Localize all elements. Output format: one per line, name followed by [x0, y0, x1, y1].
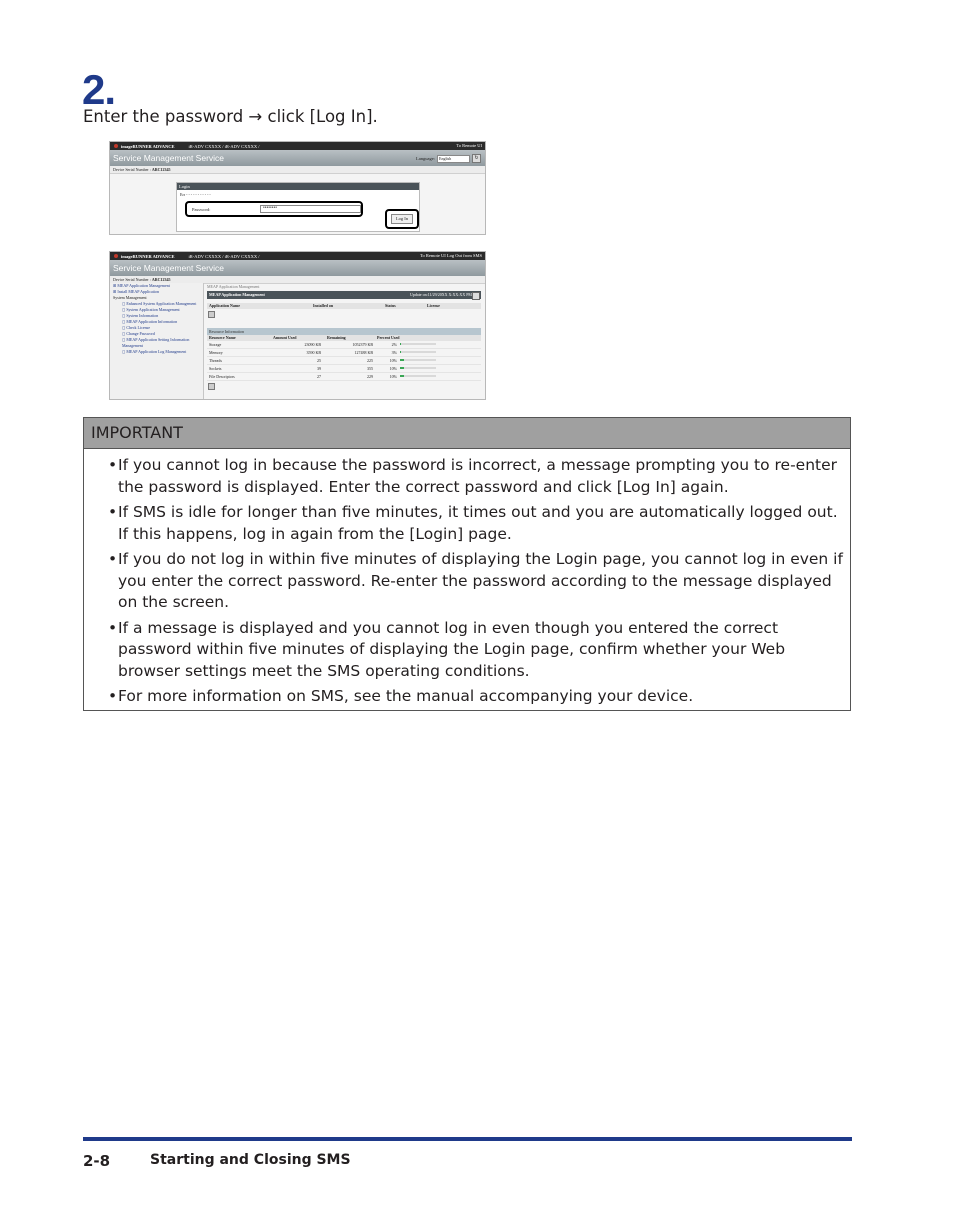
- resource-percent: 2%: [391, 342, 397, 347]
- col-percent: Percent Used: [377, 335, 400, 340]
- model-name: iR-ADV CXXXX / iR-ADV CXXXX /: [188, 143, 260, 149]
- resource-amount: 39: [317, 366, 321, 371]
- usage-bar-fill: [400, 367, 404, 369]
- serial-label: Device Serial Number :: [113, 277, 151, 282]
- chapter-title: Starting and Closing SMS: [150, 1152, 351, 1168]
- important-title: IMPORTANT: [84, 418, 850, 449]
- sidebar-item[interactable]: ◻ Enhanced System Application Management: [122, 301, 197, 306]
- management-screenshot: [109, 251, 486, 400]
- table-row: [207, 341, 481, 349]
- resource-name: Storage: [209, 342, 222, 347]
- resource-amount: 27: [317, 374, 321, 379]
- usage-bar: [400, 343, 436, 345]
- resource-percent: 3%: [391, 350, 397, 355]
- logout-links[interactable]: To Remote UI Log Out from SMS: [420, 253, 482, 258]
- resource-remaining: 225: [367, 358, 373, 363]
- sidebar-item-install[interactable]: ⊞ Install MEAP Application: [113, 289, 159, 294]
- resource-amount: 3590 KB: [306, 350, 321, 355]
- page-number: 2-8: [83, 1152, 111, 1170]
- language-selector: [416, 154, 481, 163]
- canon-logo-icon: [114, 254, 118, 258]
- app-table-header: [207, 303, 481, 309]
- item-text: If a message is displayed and you cannot log in even though you entered the correct password within five minutes of displaying the Login page, confirm whether your Web browser settings meet the SMS operating conditions.: [118, 618, 786, 680]
- login-message: Err - - - - - - - - - - -: [180, 192, 211, 197]
- col-status: Status: [385, 303, 396, 308]
- canon-logo-icon: [114, 144, 118, 148]
- refresh-icon[interactable]: ↻: [472, 154, 481, 163]
- login-button-highlight: [385, 209, 419, 229]
- resource-remaining: 1052379 KB: [352, 342, 373, 347]
- table-row: [207, 373, 481, 381]
- bullet-icon: •: [108, 618, 118, 637]
- important-box: [83, 417, 851, 711]
- sidebar-item[interactable]: ◻ System Application Management: [122, 307, 180, 312]
- sidebar-item[interactable]: ◻ MEAP Application Log Management: [122, 349, 187, 354]
- refresh-icon[interactable]: [472, 292, 480, 300]
- resource-remaining: 127488 KB: [354, 350, 373, 355]
- col-installed: Installed on: [313, 303, 334, 308]
- language-select[interactable]: English: [437, 155, 470, 163]
- password-input[interactable]: ••••••••: [260, 205, 361, 213]
- top-bar: [110, 252, 485, 260]
- list-item: [108, 455, 844, 498]
- usage-bar-fill: [400, 375, 404, 377]
- password-highlight: [185, 201, 363, 217]
- resource-percent: 10%: [389, 366, 397, 371]
- model-name: iR-ADV CXXXX / iR-ADV CXXXX /: [188, 253, 260, 259]
- item-text: If SMS is idle for longer than five minutes, it times out and you are automatically logged out. If this happens, log in again from the [Login] page.: [118, 503, 838, 543]
- brand-name: imageRUNNER ADVANCE: [121, 143, 175, 149]
- table-row: [207, 357, 481, 365]
- resource-amount: 25: [317, 358, 321, 363]
- service-title-bar: [110, 260, 485, 276]
- list-item: [108, 686, 844, 708]
- sidebar-item[interactable]: ◻ System Information: [122, 313, 159, 318]
- service-title-bar: [110, 150, 485, 166]
- sidebar-item[interactable]: ◻ Change Password: [122, 331, 155, 336]
- item-text: For more information on SMS, see the manual accompanying your device.: [118, 687, 694, 705]
- usage-bar: [400, 351, 436, 353]
- footer-rule: [83, 1137, 852, 1141]
- col-amount: Amount Used: [273, 335, 297, 340]
- serial-value: ARC12345: [151, 277, 171, 282]
- language-label: Language:: [416, 156, 435, 161]
- remote-ui-link[interactable]: To Remote UI: [456, 143, 482, 148]
- resource-name: File Descriptors: [209, 374, 235, 379]
- usage-bar-fill: [400, 359, 404, 361]
- resource-name: Threads: [209, 358, 222, 363]
- resource-header: Resource Information: [207, 328, 481, 335]
- sidebar-item-app-management[interactable]: ⊞ MEAP Application Management: [113, 283, 170, 288]
- brand-name: imageRUNNER ADVANCE: [121, 253, 175, 259]
- list-item: [108, 618, 844, 683]
- login-button[interactable]: Log In: [391, 214, 413, 224]
- bullet-icon: •: [108, 687, 118, 705]
- serial-value: ARC12345: [151, 167, 171, 172]
- list-item: [108, 549, 844, 614]
- bullet-icon: •: [108, 456, 118, 474]
- resource-percent: 10%: [389, 374, 397, 379]
- resource-remaining: 355: [367, 366, 373, 371]
- login-panel: [176, 182, 420, 232]
- usage-bar: [400, 359, 436, 361]
- section-title: MEAP Application Management: [209, 292, 265, 297]
- expand-icon[interactable]: [208, 383, 215, 390]
- col-app-name: Application Name: [209, 303, 240, 308]
- service-title: Service Management Service: [113, 263, 225, 273]
- service-title: Service Management Service: [113, 153, 225, 163]
- bullet-icon: •: [108, 503, 118, 521]
- item-text: If you cannot log in because the password is incorrect, a message prompting you to re-enter the password is displayed. Enter the correct password and click [Log In] again.: [118, 456, 838, 496]
- usage-bar: [400, 367, 436, 369]
- login-title: Login: [177, 183, 419, 190]
- usage-bar: [400, 375, 436, 377]
- col-license: License: [427, 303, 440, 308]
- resource-rows: [207, 341, 481, 381]
- usage-bar-fill: [400, 343, 401, 345]
- bullet-icon: •: [108, 550, 118, 568]
- section-header: [207, 291, 481, 299]
- important-list: [84, 449, 850, 708]
- table-row: [207, 349, 481, 357]
- breadcrumb: MEAP Application Management: [207, 284, 260, 289]
- updated-time: Update on:11/29/20XX X:XX:XX PM: [410, 292, 472, 297]
- sidebar-item[interactable]: ◻ MEAP Application Setting Information Management: [122, 337, 190, 348]
- top-bar: [110, 142, 485, 150]
- sidebar-item[interactable]: ◻ MEAP Application Information: [122, 319, 178, 324]
- expand-icon[interactable]: [208, 311, 215, 318]
- list-item: [108, 502, 844, 545]
- login-screenshot: [109, 141, 486, 235]
- col-remaining: Remaining: [327, 335, 346, 340]
- device-serial: [110, 166, 485, 174]
- sidebar: [110, 283, 204, 399]
- resource-name: Memory: [209, 350, 223, 355]
- step-instruction: Enter the password → click [Log In].: [83, 107, 378, 126]
- sidebar-item[interactable]: ◻ Check License: [122, 325, 150, 330]
- resource-amount: 23090 KB: [304, 342, 321, 347]
- resource-name: Sockets: [209, 366, 222, 371]
- sidebar-section-system: System Management: [113, 295, 147, 300]
- table-row: [207, 365, 481, 373]
- resource-remaining: 229: [367, 374, 373, 379]
- col-resource-name: Resource Name: [209, 335, 236, 340]
- step-number: 2.: [82, 66, 116, 113]
- main-content: [207, 283, 481, 399]
- item-text: If you do not log in within five minutes of displaying the Login page, you cannot log in even if you enter the correct password. Re-enter the password according to the message displayed on the screen.: [118, 550, 843, 611]
- usage-bar-fill: [400, 351, 401, 353]
- password-label: Password:: [192, 206, 211, 212]
- serial-label: Device Serial Number :: [113, 167, 151, 172]
- resource-percent: 10%: [389, 358, 397, 363]
